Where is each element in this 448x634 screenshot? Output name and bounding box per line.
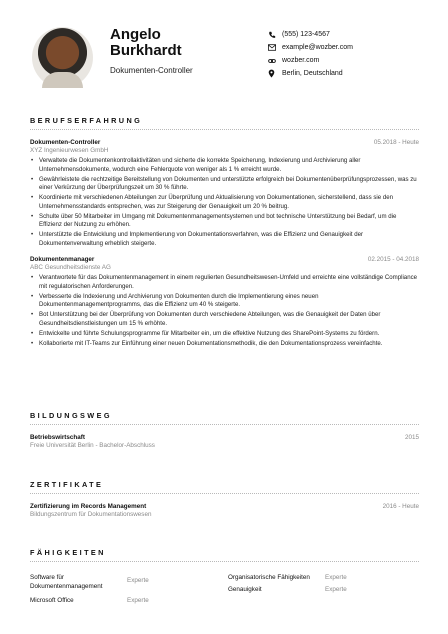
skill-level: Experte xyxy=(127,597,149,604)
education-section xyxy=(30,411,419,449)
job-entry xyxy=(30,256,419,348)
contact-block xyxy=(268,28,353,80)
education-year: 2015 xyxy=(404,434,419,441)
job-bullet: • Unterstützte die Entwicklung und Implementierung von Dokumentationsverfahren, was die Effizienz und Genauigkeit der Dokumentenverwaltung erheblich steigerte. xyxy=(39,231,419,248)
job-dates: 05.2018 - Heute xyxy=(373,139,419,146)
school: Freie Universität Berlin - Bachelor-Abschluss xyxy=(30,442,155,449)
job-bullet: • Verbesserte die Indexierung und Archivierung von Dokumenten durch die Implementierung eines neuen Dokumentenmanagementprogramms, das die Effizienz um 40 % steigerte. xyxy=(39,293,419,310)
job-bullet: • Entwickelte und führte Schulungsprogramme für Mitarbeiter ein, um die effektive Nutzung des SharePoint-Systems zu fördern. xyxy=(39,330,419,339)
website-text[interactable]: wozber.com xyxy=(282,57,320,64)
experience-section xyxy=(30,116,419,350)
mail-icon xyxy=(268,43,280,53)
job-bullet: • Gewährleistete die rechtzeitige Bereitstellung von Dokumenten und unterstützte erfolgreich bei Dokumentenüberprüfungsprozessen, was zu einer Verkürzung der Überprüfungszeit um 30 % führte. xyxy=(39,176,419,193)
skill-name: Software für Dokumentenmanagement xyxy=(30,574,103,590)
skills-grid xyxy=(30,573,419,609)
contact-email xyxy=(268,41,353,54)
job-company: ABC Gesundheitsdienste AG xyxy=(30,264,111,271)
job-position: Dokumentenmanager xyxy=(30,256,95,263)
job-bullet: • Kollaborierte mit IT-Teams zur Einführung einer neuen Dokumentationsmethodik, die den Dokumentationsprozess vereinfachte. xyxy=(39,340,419,349)
certificate-name: Zertifizierung im Records Management xyxy=(30,503,147,510)
job-bullet: • Verwaltete die Dokumentenkontrollaktivitäten und sicherte die korrekte Speicherung, Indexierung und Archivierung aller Unternehmensdokumente, wodurch eine Fehlerquote von weniger als 1 % erreicht wurde. xyxy=(39,157,419,174)
section-title-education: BILDUNGSWEG xyxy=(30,411,419,425)
contact-website xyxy=(268,54,353,67)
phone-text[interactable]: (555) 123-4567 xyxy=(282,31,330,38)
skills-section xyxy=(30,548,419,609)
email-text[interactable]: example@wozber.com xyxy=(282,44,353,51)
last-name: Burkhardt xyxy=(110,42,182,59)
profile-photo xyxy=(32,27,93,88)
degree: Betriebswirtschaft xyxy=(30,434,85,441)
certificate-dates: 2016 - Heute xyxy=(382,503,419,510)
section-title-certificates: ZERTIFIKATE xyxy=(30,480,419,494)
job-bullet: • Schulte über 50 Mitarbeiter im Umgang mit Dokumentenmanagementsystemen und bot technische Unterstützung bei Bedarf, um die Effizienz der Nutzung zu erhöhen. xyxy=(39,213,419,230)
job-company: XYZ Ingenieurwesen GmbH xyxy=(30,147,109,154)
location-text: Berlin, Deutschland xyxy=(282,70,343,77)
skill-name: Microsoft Office xyxy=(30,597,74,604)
job-title: Dokumenten-Controller xyxy=(110,66,193,75)
skill-level: Experte xyxy=(127,577,149,584)
location-pin-icon xyxy=(268,69,280,79)
skill-name: Organisatorische Fähigkeiten xyxy=(228,574,310,581)
phone-icon xyxy=(268,30,280,40)
certificate-entry xyxy=(30,503,419,518)
section-title-experience: BERUFSERFAHRUNG xyxy=(30,116,419,130)
certificates-section xyxy=(30,480,419,518)
education-entry xyxy=(30,434,419,449)
section-title-skills: FÄHIGKEITEN xyxy=(30,548,419,562)
contact-location xyxy=(268,67,353,80)
job-position: Dokumenten-Controller xyxy=(30,139,101,146)
job-entry xyxy=(30,139,419,248)
job-bullet: • Verantwortete für das Dokumentenmanagement in einem regulierten Gesundheitswesen-Umfeld und erreichte eine vollständige Compliance mit regulatorischen Anforderungen. xyxy=(39,274,419,291)
job-bullet: • Koordinierte mit verschiedenen Abteilungen zur Überprüfung und Aktualisierung von Dokumentationen, sicherstellend, dass sie den Unternehmensstandards entsprechen, was zur Steigerung der Genauigkeit um 20 % beitrug. xyxy=(39,194,419,211)
skill-level: Experte xyxy=(325,586,347,593)
skill-name: Genauigkeit xyxy=(228,586,262,593)
job-bullets xyxy=(30,274,419,348)
skill-level: Experte xyxy=(325,574,347,581)
candidate-name xyxy=(110,27,182,59)
job-bullet: • Bot Unterstützung bei der Überprüfung von Dokumenten durch verschiedene Abteilungen, was die Genauigkeit der Daten über Gesundheitsdienstleistungen um 15 % erhöhte. xyxy=(39,311,419,328)
certificate-issuer: Bildungszentrum für Dokumentationswesen xyxy=(30,511,152,518)
first-name: Angelo xyxy=(110,26,161,43)
job-dates: 02.2015 - 04.2018 xyxy=(367,256,419,263)
contact-phone xyxy=(268,28,353,41)
link-icon xyxy=(268,56,280,66)
job-bullets xyxy=(30,157,419,248)
